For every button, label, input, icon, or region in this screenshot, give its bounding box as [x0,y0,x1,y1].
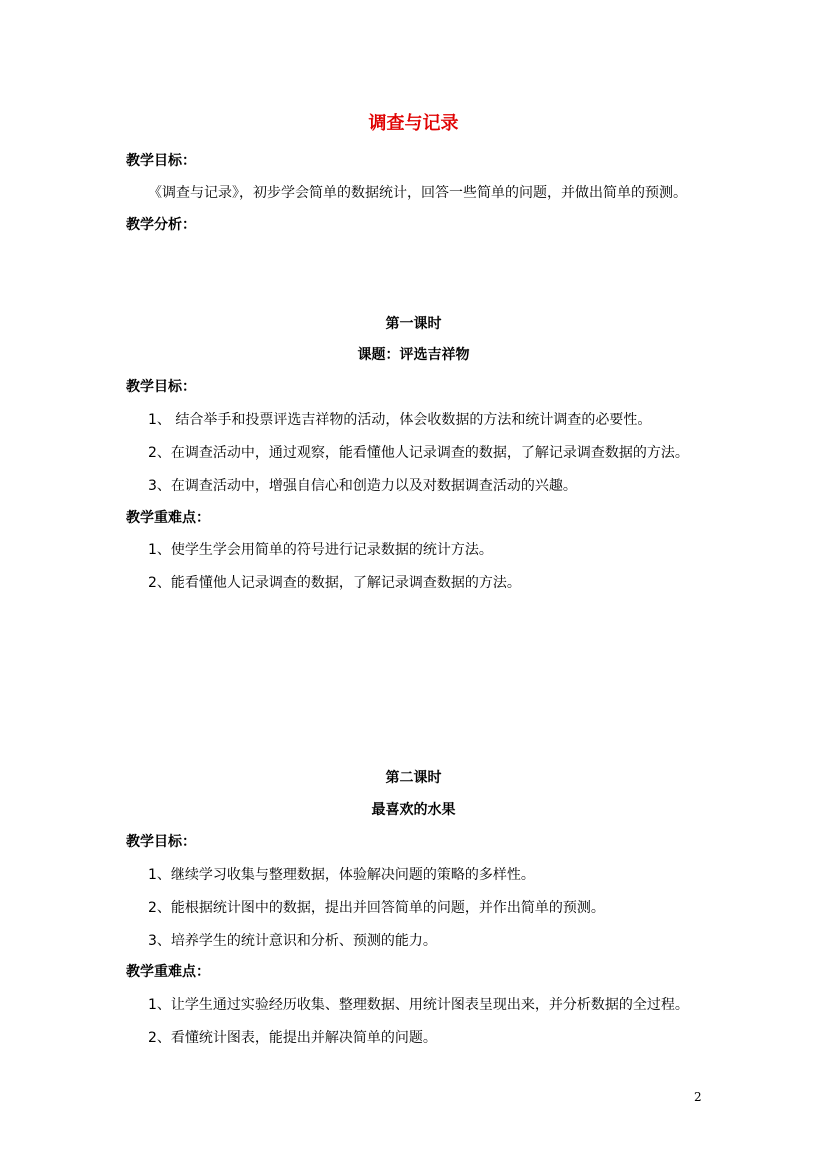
lesson1-key-item: 2、能看懂他人记录调查的数据，了解记录调查数据的方法。 [148,575,521,591]
lesson1-goal-item: 1、 结合举手和投票评选吉祥物的活动，体会收数据的方法和统计调查的必要性。 [148,412,652,428]
lesson2-key-heading: 教学重难点： [126,964,210,980]
intro-goals-heading: 教学目标： [126,153,196,169]
lesson1-topic: 课题：评选吉祥物 [357,347,470,363]
lesson1-heading: 第一课时 [385,316,442,332]
lesson1-goals-heading: 教学目标： [126,379,196,395]
lesson2-goal-item: 2、能根据统计图中的数据，提出并回答简单的问题，并作出简单的预测。 [148,900,605,916]
document-title: 调查与记录 [368,113,459,134]
lesson1-goal-item: 3、在调查活动中，增强自信心和创造力以及对数据调查活动的兴趣。 [148,478,577,494]
lesson1-key-item: 1、使学生学会用简单的符号进行记录数据的统计方法。 [148,542,493,558]
intro-goals-text: 《调查与记录》，初步学会简单的数据统计，回答一些简单的问题，并做出简单的预测。 [148,185,687,201]
lesson2-topic: 最喜欢的水果 [371,802,456,818]
lesson2-heading: 第二课时 [385,770,442,786]
intro-analysis-heading: 教学分析： [126,217,196,233]
lesson2-goals-heading: 教学目标： [126,834,196,850]
lesson2-key-item: 1、让学生通过实验经历收集、整理数据、用统计图表呈现出来，并分析数据的全过程。 [148,997,689,1013]
lesson2-key-item: 2、看懂统计图表，能提出并解决简单的问题。 [148,1030,437,1046]
lesson2-goal-item: 1、继续学习收集与整理数据，体验解决问题的策略的多样性。 [148,867,535,883]
lesson1-goal-item: 2、在调查活动中，通过观察，能看懂他人记录调查的数据，了解记录调查数据的方法。 [148,445,689,461]
page-number: 2 [694,1090,702,1104]
lesson2-goal-item: 3、培养学生的统计意识和分析、预测的能力。 [148,933,437,949]
lesson1-key-heading: 教学重难点： [126,510,210,526]
